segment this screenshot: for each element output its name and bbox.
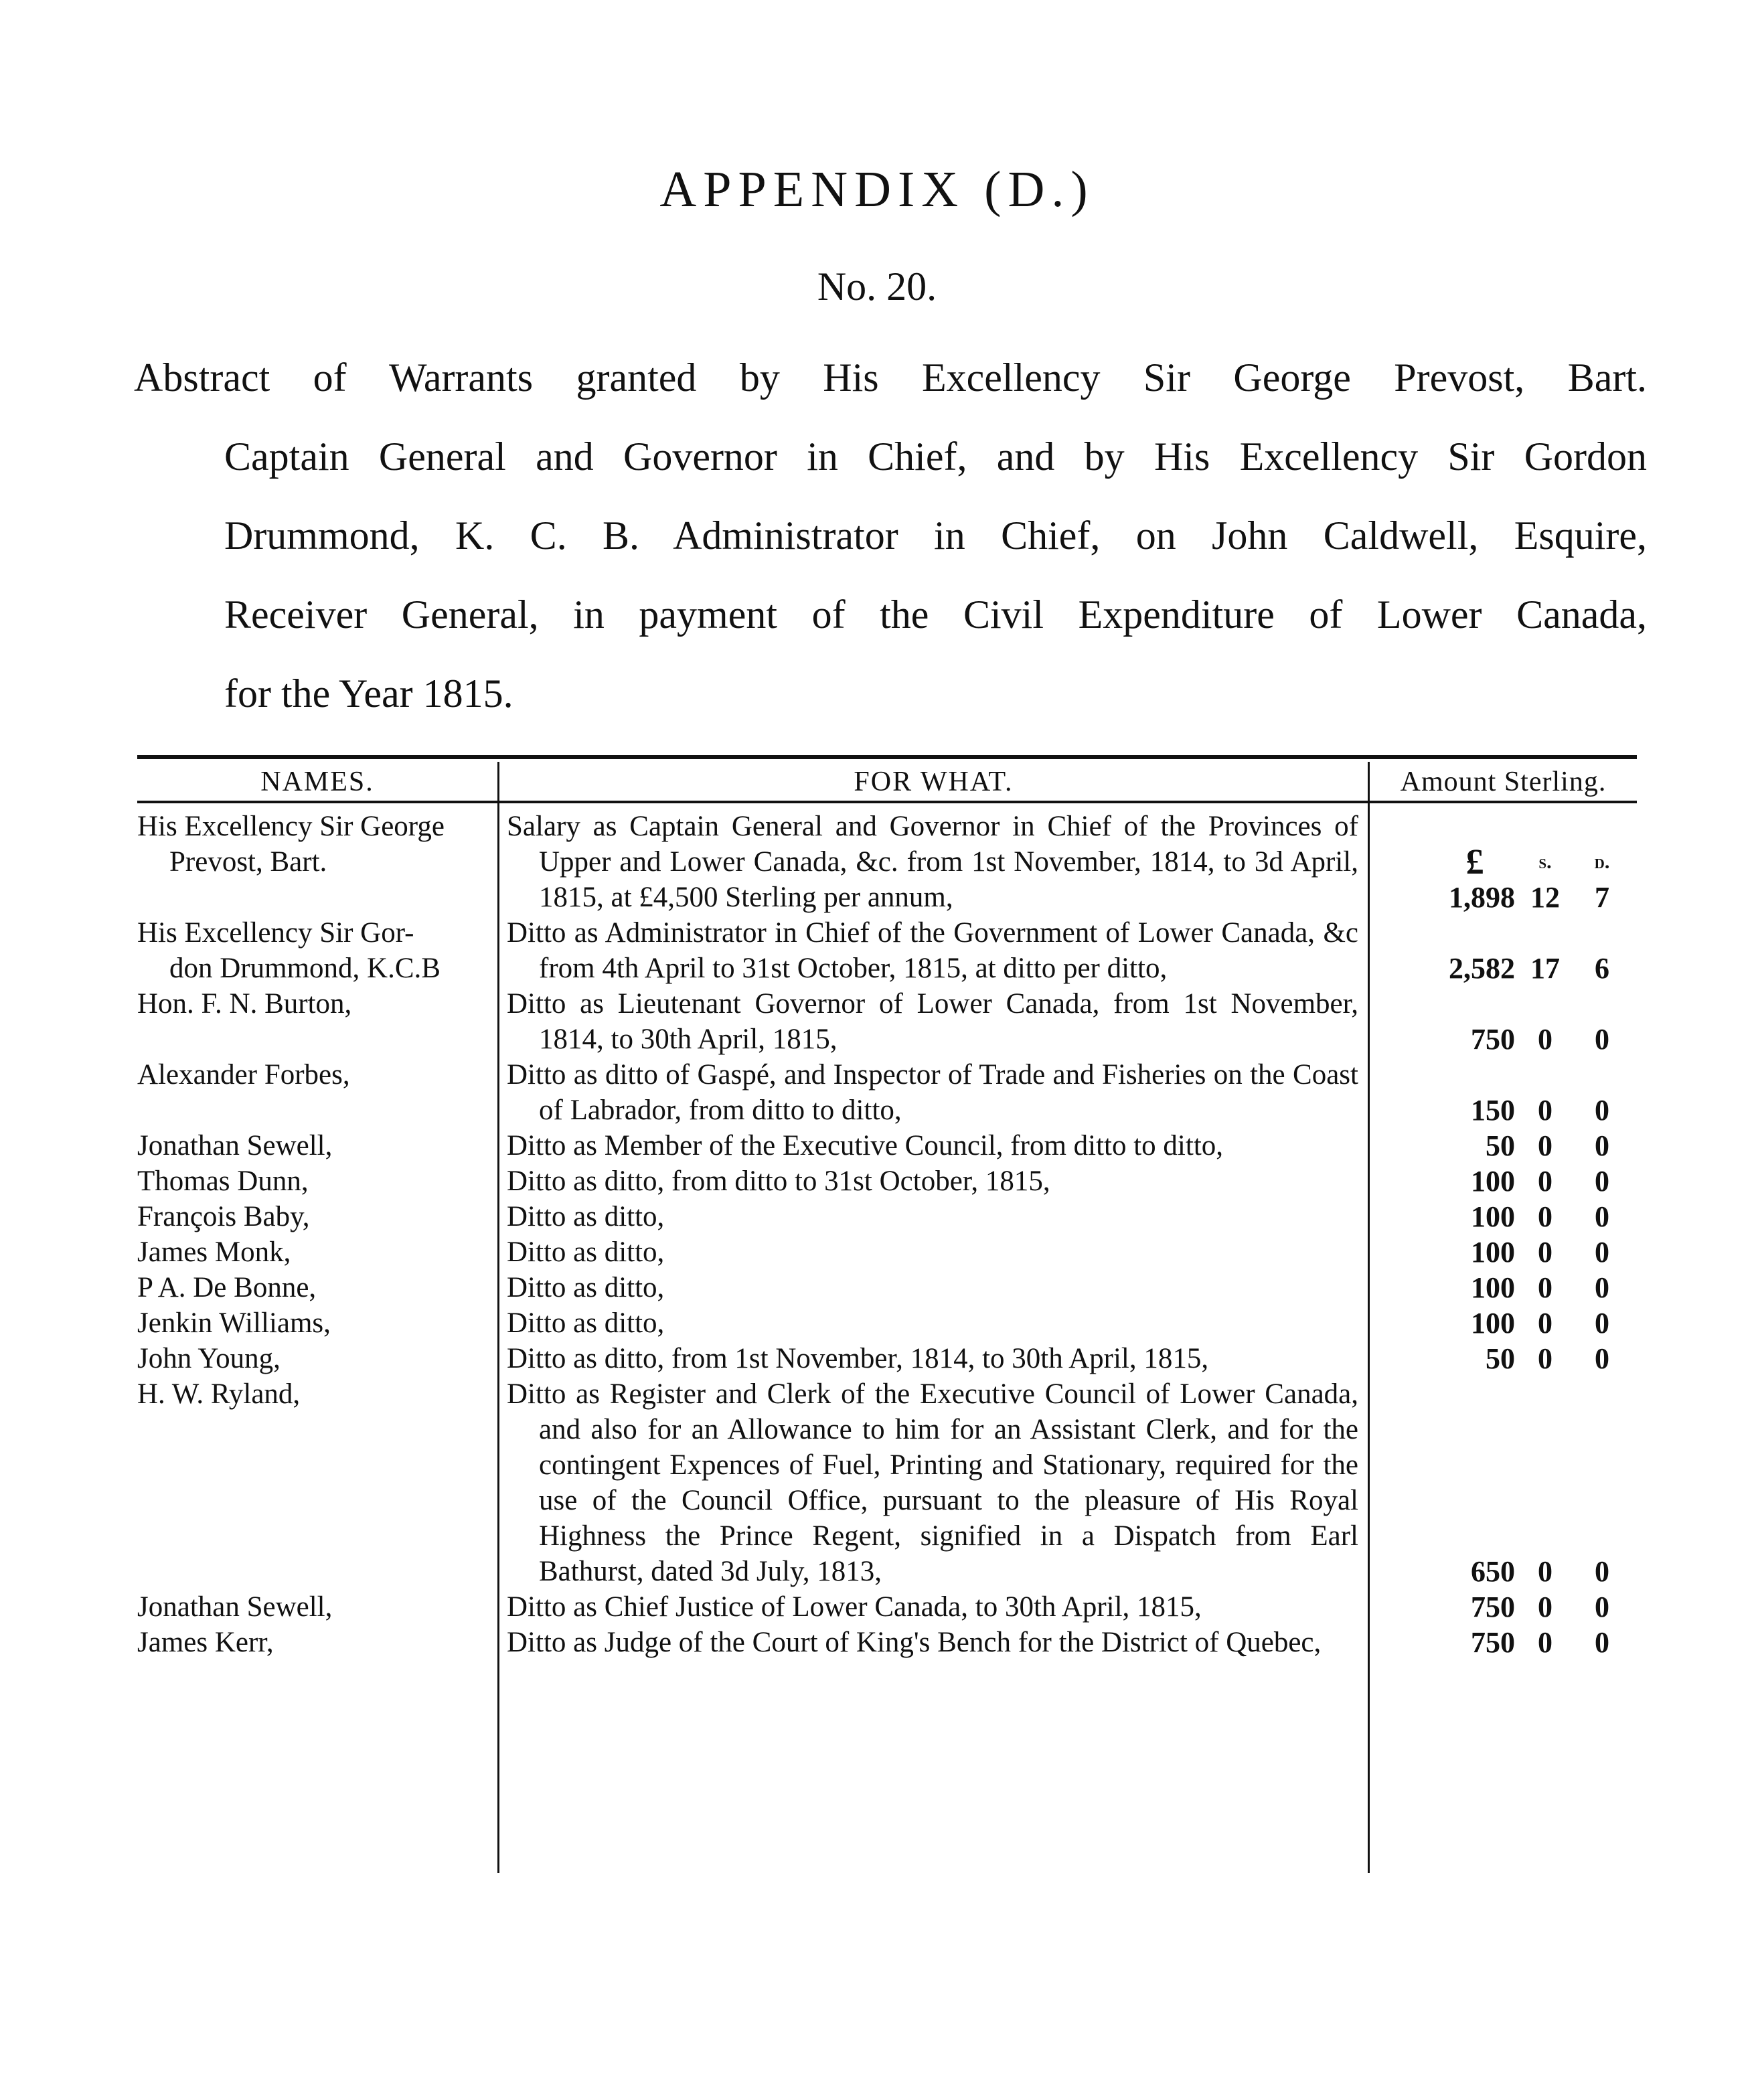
amount-cell (1368, 1199, 1637, 1234)
pence-value: 6 (1595, 952, 1609, 985)
amount-cell (1368, 1341, 1637, 1376)
table-top-rule (137, 755, 1637, 759)
pence-unit-label: d. (1594, 851, 1610, 873)
pence-value: 0 (1595, 1271, 1609, 1304)
table-row (137, 1625, 1637, 1660)
name-text: His Excellency Sir George (137, 811, 445, 842)
abstract-line: Drummond, K. C. B. Administrator in Chief, on John Caldwell, Esquire, (224, 513, 1647, 558)
amount-cell (1368, 986, 1637, 1057)
name-cell (137, 1305, 497, 1341)
amount-values (1368, 1341, 1637, 1376)
for-what-cell: Ditto as ditto, (507, 1307, 665, 1339)
pounds-value: 2,582 (1449, 952, 1515, 985)
amount-cell (1368, 1625, 1637, 1660)
for-what-cell: Ditto as Register and Clerk of the Executive Council of Lower Canada, and also for an Allowance to him for an Assistant Clerk, and for the contingent Expences of Fuel, Printing and Stationary, required for the use of the Council Office, pursuant to the pleasure of His Royal Highness the Prince Regent, signified in a Dispatch from Earl Bathurst, dated 3d July, 1813, (507, 1378, 1358, 1587)
name-cell (137, 1199, 497, 1234)
name-cell (137, 1376, 497, 1589)
name-text: Jonathan Sewell, (137, 1130, 333, 1161)
pence-value: 7 (1595, 881, 1609, 914)
pounds-value: 100 (1471, 1165, 1515, 1198)
pence-value: 0 (1595, 1165, 1609, 1198)
amount-values (1368, 1022, 1637, 1057)
table-row (137, 1163, 1637, 1199)
amount-values (1368, 1128, 1637, 1163)
column-header-names: NAMES. (260, 766, 374, 797)
pounds-value: 100 (1471, 1271, 1515, 1304)
table-row (137, 1341, 1637, 1376)
amount-cell (1368, 1589, 1637, 1625)
table-row (137, 1234, 1637, 1270)
for-what-cell: Ditto as ditto, from 1st November, 1814, to 30th April, 1815, (507, 1343, 1209, 1374)
pounds-value: 150 (1471, 1094, 1515, 1127)
abstract-heading (134, 338, 1647, 733)
for-what-cell: Ditto as Administrator in Chief of the Government of Lower Canada, &c from 4th April to 31st October, 1815, at ditto per ditto, (507, 917, 1358, 984)
shillings-value: 0 (1538, 1342, 1552, 1375)
amount-values (1368, 1199, 1637, 1234)
table-row (137, 1305, 1637, 1341)
amount-values (1368, 1163, 1637, 1199)
amount-cell (1368, 1376, 1637, 1589)
shillings-value: 12 (1530, 881, 1560, 914)
name-text-continued: don Drummond, K.C.B (169, 953, 441, 984)
pence-value: 0 (1595, 1591, 1609, 1623)
name-cell (137, 1589, 497, 1625)
abstract-line: Receiver General, in payment of the Civil Expenditure of Lower Canada, (224, 592, 1647, 637)
name-text: P A. De Bonne, (137, 1272, 317, 1303)
shillings-value: 0 (1538, 1023, 1552, 1056)
for-what-cell: Ditto as Member of the Executive Council, from ditto to ditto, (507, 1130, 1224, 1161)
table-body (137, 809, 1637, 1660)
for-what-cell: Ditto as ditto, (507, 1272, 665, 1303)
shillings-value: 0 (1538, 1094, 1552, 1127)
amount-values (1368, 1305, 1637, 1341)
amount-values (1368, 951, 1637, 986)
amount-cell (1368, 1270, 1637, 1305)
amount-values (1368, 1554, 1637, 1589)
name-cell (137, 986, 497, 1057)
pounds-value: 1,898 (1449, 881, 1515, 914)
amount-cell (1368, 1057, 1637, 1128)
pounds-value: 100 (1471, 1200, 1515, 1233)
amount-cell (1368, 809, 1637, 915)
pounds-value: 750 (1471, 1591, 1515, 1623)
pence-value: 0 (1595, 1342, 1609, 1375)
name-cell (137, 809, 497, 915)
name-text: Hon. F. N. Burton, (137, 988, 352, 1020)
name-cell (137, 1270, 497, 1305)
name-text: Thomas Dunn, (137, 1165, 309, 1197)
pounds-value: 100 (1471, 1236, 1515, 1269)
pence-value: 0 (1595, 1023, 1609, 1056)
appendix-number: No. 20. (817, 264, 937, 309)
name-text: James Kerr, (137, 1627, 274, 1658)
name-cell (137, 1234, 497, 1270)
name-text: Jenkin Williams, (137, 1307, 331, 1339)
table-row (137, 1270, 1637, 1305)
name-cell (137, 1057, 497, 1128)
pence-value: 0 (1595, 1555, 1609, 1588)
name-text-continued: Prevost, Bart. (169, 846, 327, 878)
amount-cell (1368, 915, 1637, 986)
name-text: Jonathan Sewell, (137, 1591, 333, 1623)
table-row (137, 809, 1637, 915)
for-what-cell: Ditto as ditto of Gaspé, and Inspector of Trade and Fisheries on the Coast of Labrador, from ditto to ditto, (507, 1059, 1358, 1126)
pence-value: 0 (1595, 1307, 1609, 1340)
pence-value: 0 (1595, 1094, 1609, 1127)
name-cell (137, 915, 497, 986)
name-text: François Baby, (137, 1201, 310, 1232)
shillings-value: 0 (1538, 1200, 1552, 1233)
abstract-line: Captain General and Governor in Chief, and by His Excellency Sir Gordon (224, 434, 1647, 479)
amount-values (1368, 1625, 1637, 1660)
table-row (137, 1589, 1637, 1625)
for-what-cell: Ditto as ditto, (507, 1201, 665, 1232)
pence-value: 0 (1595, 1129, 1609, 1162)
column-header-for-what: FOR WHAT. (854, 766, 1014, 797)
abstract-line: Abstract of Warrants granted by His Excellency Sir George Prevost, Bart. (134, 355, 1647, 400)
name-cell (137, 1625, 497, 1660)
amount-values (1368, 1589, 1637, 1625)
pounds-value: 750 (1471, 1626, 1515, 1659)
amount-values (1368, 1270, 1637, 1305)
pounds-value: 750 (1471, 1023, 1515, 1056)
for-what-cell: Ditto as Chief Justice of Lower Canada, to 30th April, 1815, (507, 1591, 1202, 1623)
pounds-value: 650 (1471, 1555, 1515, 1588)
amount-values (1368, 880, 1637, 915)
name-cell (137, 1341, 497, 1376)
amount-units-row (1368, 841, 1637, 882)
table-header-rule (137, 801, 1637, 803)
pounds-unit-label: £ (1465, 841, 1484, 882)
table-row (137, 1199, 1637, 1234)
for-what-cell: Ditto as ditto, from ditto to 31st October, 1815, (507, 1165, 1050, 1197)
shillings-value: 17 (1530, 952, 1560, 985)
shillings-value: 0 (1538, 1591, 1552, 1623)
amount-values (1368, 1234, 1637, 1270)
for-what-cell: Ditto as ditto, (507, 1236, 665, 1268)
shillings-value: 0 (1538, 1165, 1552, 1198)
table-row (137, 1376, 1637, 1589)
amount-cell (1368, 1128, 1637, 1163)
for-what-cell: Salary as Captain General and Governor in Chief of the Provinces of Upper and Lower Canada, &c. from 1st November, 1814, to 3d April, 1815, at £4,500 Sterling per annum, (507, 811, 1358, 913)
for-what-cell: Ditto as Judge of the Court of King's Bench for the District of Quebec, (507, 1627, 1322, 1658)
column-header-amount: Amount Sterling. (1400, 766, 1607, 797)
shillings-value: 0 (1538, 1271, 1552, 1304)
appendix-title: APPENDIX (D.) (659, 161, 1095, 218)
name-text: James Monk, (137, 1236, 291, 1268)
table-row (137, 1057, 1637, 1128)
amount-cell (1368, 1234, 1637, 1270)
pence-value: 0 (1595, 1626, 1609, 1659)
table-row (137, 986, 1637, 1057)
shillings-value: 0 (1538, 1236, 1552, 1269)
pounds-value: 50 (1486, 1342, 1515, 1375)
amount-cell (1368, 1305, 1637, 1341)
for-what-cell: Ditto as Lieutenant Governor of Lower Canada, from 1st November, 1814, to 30th April, 1815, (507, 988, 1358, 1055)
name-text: Alexander Forbes, (137, 1059, 350, 1091)
table-row (137, 915, 1637, 986)
shillings-value: 0 (1538, 1626, 1552, 1659)
warrants-table (137, 755, 1637, 1873)
shillings-value: 0 (1538, 1555, 1552, 1588)
amount-cell (1368, 1163, 1637, 1199)
name-cell (137, 1128, 497, 1163)
abstract-line: for the Year 1815. (224, 671, 513, 716)
shillings-unit-label: s. (1538, 851, 1552, 873)
name-text: His Excellency Sir Gor- (137, 917, 414, 949)
pounds-value: 100 (1471, 1307, 1515, 1340)
name-text: John Young, (137, 1343, 281, 1374)
pence-value: 0 (1595, 1236, 1609, 1269)
amount-values (1368, 1093, 1637, 1128)
name-cell (137, 1163, 497, 1199)
shillings-value: 0 (1538, 1307, 1552, 1340)
table-row (137, 1128, 1637, 1163)
shillings-value: 0 (1538, 1129, 1552, 1162)
pounds-value: 50 (1486, 1129, 1515, 1162)
name-text: H. W. Ryland, (137, 1378, 301, 1410)
pence-value: 0 (1595, 1200, 1609, 1233)
